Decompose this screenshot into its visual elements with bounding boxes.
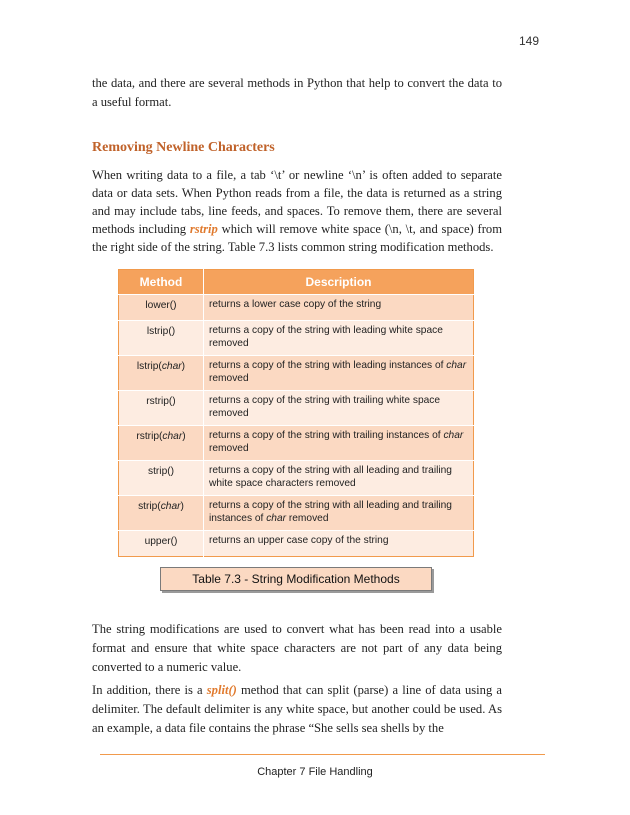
paragraph-rstrip-text-1: When writing data to a file, a tab ‘\t’ or newline ‘\n’ is often added to separate data or data sets. When Python reads from a file, the data is returned as a string and may include tabs, line feeds, and spaces. To remove them, there are several methods including (92, 168, 502, 236)
intro-paragraph: the data, and there are several methods in Python that help to convert the data to a useful format. (92, 76, 502, 109)
description-text: returns a copy of the string with all leading and trailing white space characters removed (209, 465, 452, 489)
description-cell (204, 461, 474, 496)
method-arg: char (162, 431, 183, 442)
header-method: Method (119, 270, 204, 295)
method-name: rstrip( (136, 431, 163, 442)
header-description: Description (204, 270, 474, 295)
description-end: removed (209, 443, 249, 454)
string-methods-table (118, 269, 474, 557)
description-text: returns a copy of the string with trailing white space removed (209, 395, 441, 419)
paragraph-split (92, 681, 502, 738)
table-row (119, 531, 474, 557)
page-number: 149 (519, 34, 540, 48)
method-arg: char (160, 501, 181, 512)
paragraph-split-text-1: In addition, there is a (92, 683, 207, 697)
method-end: ) (182, 431, 186, 442)
method-name: lower() (145, 300, 177, 311)
description-arg: char (266, 513, 287, 524)
table-row (119, 321, 474, 356)
section-heading: Removing Newline Characters (92, 140, 275, 155)
method-name: lstrip( (136, 361, 162, 372)
split-term: split() (206, 683, 237, 697)
table-caption: Table 7.3 - String Modification Methods (160, 567, 432, 591)
description-cell (204, 426, 474, 461)
description-cell (204, 356, 474, 391)
description-text: returns a copy of the string with leading white space removed (209, 325, 443, 349)
description-end: removed (286, 513, 329, 524)
description-text: returns an upper case copy of the string (209, 535, 389, 546)
method-arg: char (161, 361, 182, 372)
rstrip-term: rstrip (189, 222, 218, 236)
table-row (119, 496, 474, 531)
method-cell (119, 461, 204, 496)
method-cell (119, 295, 204, 321)
table-row (119, 461, 474, 496)
method-end: ) (180, 501, 184, 512)
table-header-row (119, 270, 474, 295)
description-arg: char (443, 430, 464, 441)
description-arg: char (446, 360, 467, 371)
footer-divider (100, 754, 545, 755)
method-cell (119, 391, 204, 426)
description-cell (204, 496, 474, 531)
table-row (119, 295, 474, 321)
method-cell (119, 496, 204, 531)
method-name: strip() (147, 466, 175, 477)
method-name: upper() (144, 536, 178, 547)
method-name: lstrip() (146, 326, 176, 337)
method-cell (119, 531, 204, 557)
chapter-footer: Chapter 7 File Handling (257, 766, 373, 778)
paragraph-modifications: The string modifications are used to convert what has been read into a usable format and ensure that white space characters are not part of any data being converted to a numeric value. (92, 622, 502, 674)
description-cell (204, 321, 474, 356)
method-name: rstrip() (146, 396, 176, 407)
paragraph-rstrip-text-2: which will remove white space (\n, \t, and space) from the right side of the string. Table 7.3 lists common string modification methods. (92, 222, 502, 254)
method-cell (119, 426, 204, 461)
method-end: ) (181, 361, 186, 372)
description-text: returns a copy of the string with all leading and trailing instances of (209, 500, 452, 524)
description-text: returns a copy of the string with leading instances of (209, 360, 447, 371)
description-end: removed (209, 373, 249, 384)
table-row (119, 391, 474, 426)
description-text: returns a lower case copy of the string (209, 299, 382, 310)
method-cell (119, 321, 204, 356)
description-text: returns a copy of the string with trailing instances of (209, 430, 444, 441)
table-row (119, 426, 474, 461)
method-cell (119, 356, 204, 391)
description-cell (204, 391, 474, 426)
paragraph-split-text-2: method that can split (parse) a line of data using a delimiter. The default delimiter is any white space, but another could be used. As an example, a data file contains the phrase “She sells sea shells by the (92, 683, 502, 735)
description-cell (204, 531, 474, 557)
description-cell (204, 295, 474, 321)
method-name: strip( (138, 501, 161, 512)
paragraph-rstrip (92, 166, 502, 256)
table-row (119, 356, 474, 391)
